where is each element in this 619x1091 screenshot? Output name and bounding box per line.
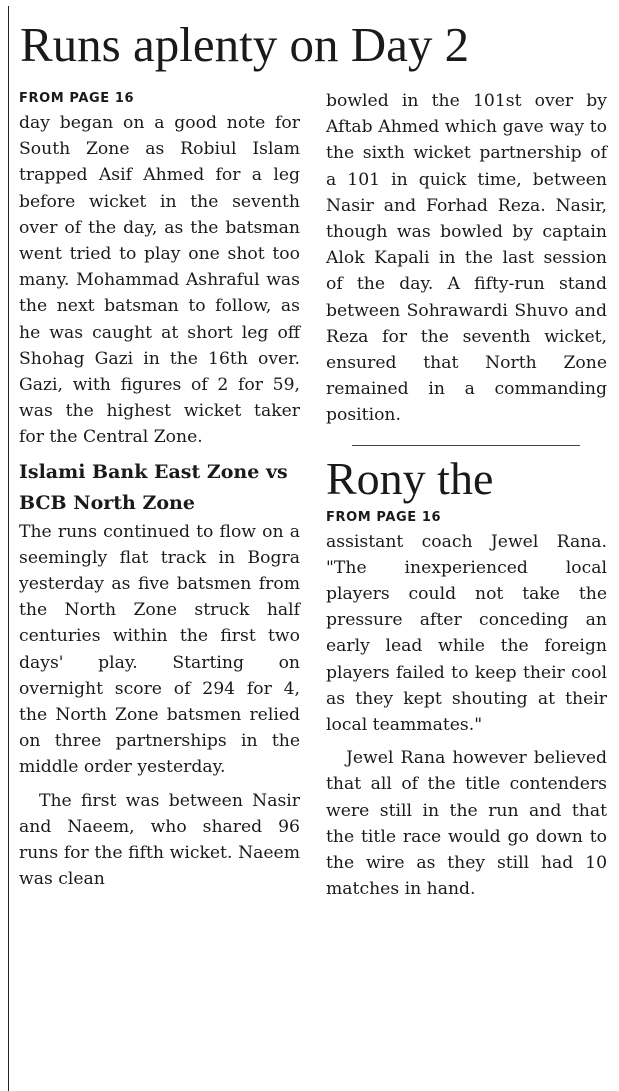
jump-kicker: FROM PAGE 16 xyxy=(19,91,135,106)
paragraph: The runs continued to flow on a seemingly flat track in Bogra yesterday as five batsmen from the North Zone struck half centuries within the first two days' play. Starting on overnight score of 294 for 4, the North Zone batsmen relied on three partnerships in the middle order yesterday. xyxy=(19,521,300,778)
jump-kicker-2: FROM PAGE 16 xyxy=(326,509,442,525)
headline: Runs aplenty on Day 2 xyxy=(20,17,470,72)
left-column xyxy=(19,88,300,892)
story-divider xyxy=(352,445,580,446)
column-rule xyxy=(8,6,9,1091)
paragraph: day began on a good note for South Zone as Robiul Islam trapped Asif Ahmed for a leg before wicket in the seventh over of the day, as the batsman went tried to play one shot too many. Mohammad Ashraful was the next batsman to follow, as he was caught at short leg off Shohag Gazi in the 16th over. Gazi, with figures of 2 for 59, was the highest wicket taker for the Central Zone. xyxy=(19,113,300,448)
subhead: Islami Bank East Zone vs BCB North Zone xyxy=(19,460,288,514)
paragraph: The first was between Nasir and Naeem, who shared 96 runs for the fifth wicket. Naeem was clean xyxy=(19,790,300,890)
paragraph: Jewel Rana however believed that all of the title contenders were still in the run and that the title race would go down to the wire as they still had 10 matches in hand. xyxy=(326,748,607,900)
article-body-right-2 xyxy=(326,529,607,903)
paragraph: bowled in the 101st over by Aftab Ahmed which gave way to the sixth wicket partnership of a 101 in quick time, between Nasir and Forhad Reza. Nasir, though was bowled by captain Alok Kapali in the last session of the day. A fifty-run stand between Sohrawardi Shuvo and Reza for the seventh wicket, ensured that North Zone remained in a commanding position. xyxy=(326,91,607,426)
article-body-left-2 xyxy=(19,519,300,893)
paragraph: assistant coach Jewel Rana. "The inexperienced local players could not take the pressure after conceding an early lead while the foreign players failed to keep their cool as they kept shouting at their local teammates." xyxy=(326,531,607,736)
article-body-left xyxy=(19,110,300,451)
second-headline: Rony the xyxy=(326,452,494,504)
article-body-right xyxy=(326,88,607,429)
right-column xyxy=(326,88,607,902)
